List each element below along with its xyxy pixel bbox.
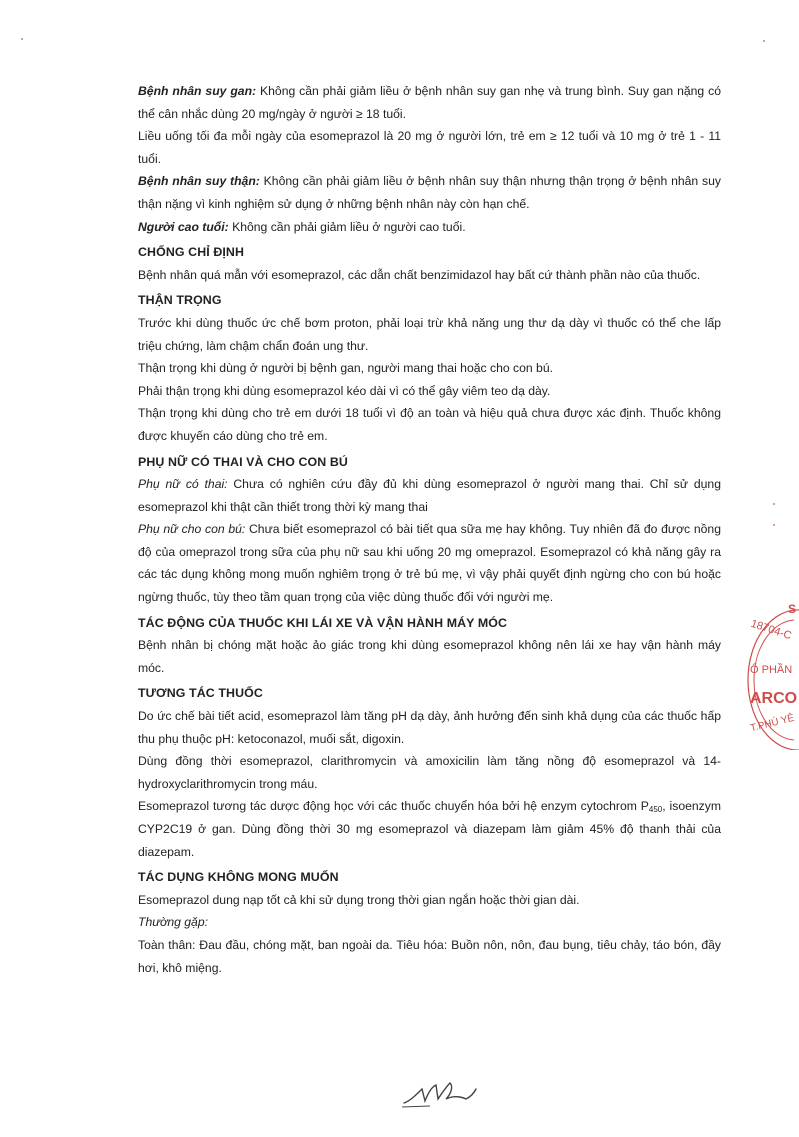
paragraph-lactation xyxy=(138,518,721,608)
paragraph-caution-4: Thận trọng khi dùng cho trẻ em dưới 18 tuổi vì độ an toàn và hiệu quả chưa được xác định. Thuốc không được khuyến cáo dùng cho trẻ em. xyxy=(138,406,721,443)
paragraph-adverse-1: Esomeprazol dung nạp tốt cả khi sử dụng trong thời gian ngắn hoặc thời gian dài. xyxy=(138,892,580,907)
signature xyxy=(400,1075,490,1115)
text-elderly: Không cần phải giảm liều ở người cao tuổi. xyxy=(228,219,466,234)
text-liver: Không cần phải giảm liều ở bệnh nhân suy gan nhẹ và trung bình. Suy gan nặng có thể cân nhắc dùng 20 mg/ngày ở người ≥ 18 tuổi. xyxy=(138,84,722,121)
paragraph-caution-3: Phải thận trọng khi dùng esomeprazol kéo dài vì có thể gây viêm teo dạ dày. xyxy=(138,383,551,398)
heading-precautions: THẬN TRỌNG xyxy=(138,293,222,308)
paragraph-adverse-2: Toàn thân: Đau đầu, chóng mặt, ban ngoài da. Tiêu hóa: Buồn nôn, nôn, đau bụng, tiêu chảy, táo bón, đầy hơi, khô miệng. xyxy=(138,937,721,975)
text-lactation: Chưa biết esomeprazol có bài tiết qua sữa mẹ hay không. Tuy nhiên đã đo được nồng độ của omeprazol trong sữa của phụ nữ sau khi uống 20 mg omeprazol. Esomeprazol có khả năng gây ra các tác dụng không mong muốn nghiêm trọng ở trẻ bú mẹ, vì vậy phải quyết định ngừng cho con bú hoặc ngừng thuốc, tùy theo tầm quan trọng của việc dùng thuốc đối với người mẹ. xyxy=(138,522,721,605)
subscript-450: 450 xyxy=(648,805,663,815)
text-kidney: Không cần phải giảm liều ở bệnh nhân suy thận nhưng thận trọng ở bệnh nhân suy thận nặng vì kinh nghiệm sử dụng ở những bệnh nhân này còn hạn chế. xyxy=(138,174,721,211)
paragraph-interaction-3 xyxy=(138,795,721,863)
paragraph-contraindications: Bệnh nhân quá mẫn với esomeprazol, các dẫn chất benzimidazol hay bất cứ thành phần nào của thuốc. xyxy=(138,267,701,282)
paragraph-max-dose: Liều uống tối đa mỗi ngày của esomeprazol là 20 mg ở người lớn, trẻ em ≥ 12 tuổi và 10 mg ở trẻ 1 - 11 tuổi. xyxy=(138,129,721,166)
paragraph-driving: Bệnh nhân bị chóng mặt hoặc ảo giác trong khi dùng esomeprazol không nên lái xe hay vận hành máy móc. xyxy=(138,638,721,675)
label-pregnancy: Phụ nữ có thai: xyxy=(138,477,228,492)
heading-driving: TÁC ĐỘNG CỦA THUỐC KHI LÁI XE VÀ VẬN HÀNH MÁY MÓC xyxy=(138,615,508,630)
scan-speck xyxy=(21,38,23,40)
heading-adverse-effects: TÁC DỤNG KHÔNG MONG MUỐN xyxy=(138,870,339,885)
stamp-text-3: Ổ PHẦN xyxy=(750,664,793,676)
stamp-text-5: T.PHÚ YÊ xyxy=(749,712,796,735)
scan-speck xyxy=(773,503,775,505)
paragraph-interaction-1: Do ức chế bài tiết acid, esomeprazol làm tăng pH dạ dày, ảnh hưởng đến sinh khả dụng của các thuốc hấp thu phụ thuộc pH: ketoconazol, muối sắt, digoxin. xyxy=(138,709,721,746)
paragraph-kidney xyxy=(138,170,721,215)
heading-pregnancy: PHỤ NỮ CÓ THAI VÀ CHO CON BÚ xyxy=(138,454,348,469)
text-interaction-3a: Esomeprazol tương tác dược động học với các thuốc chuyển hóa bởi hệ enzym cytochrom P xyxy=(138,799,649,814)
label-liver: Bệnh nhân suy gan: xyxy=(138,84,257,98)
paragraph-pregnancy xyxy=(138,473,721,518)
stamp-text-4: ARCO xyxy=(750,690,798,707)
scan-speck xyxy=(773,524,775,526)
paragraph-interaction-2: Dùng đồng thời esomeprazol, clarithromycin và amoxicilin làm tăng nồng độ esomeprazol và 14-hydroxyclarithromycin trong máu. xyxy=(138,754,721,791)
label-common: Thường gặp: xyxy=(138,915,208,930)
scan-speck xyxy=(763,40,765,42)
document-body xyxy=(138,80,721,979)
label-lactation: Phụ nữ cho con bú: xyxy=(138,522,246,537)
text-interaction-3b: , isoenzym CYP2C19 ở gan. Dùng đồng thời 30 mg esomeprazol và diazepam làm giảm 45% độ thanh thải của diazepam. xyxy=(138,799,721,859)
paragraph-liver xyxy=(138,80,721,125)
heading-contraindications: CHỐNG CHỈ ĐỊNH xyxy=(138,245,245,260)
stamp-text-2: 18704-C xyxy=(749,617,794,643)
text-pregnancy: Chưa có nghiên cứu đầy đủ khi dùng esomeprazol ở người mang thai. Chỉ sử dụng esomeprazol khi thật cần thiết trong thời kỳ mang thai xyxy=(138,477,721,514)
label-kidney: Bệnh nhân suy thận: xyxy=(138,174,260,189)
heading-interactions: TƯƠNG TÁC THUỐC xyxy=(138,686,263,701)
paragraph-caution-1: Trước khi dùng thuốc ức chế bơm proton, phải loại trừ khả năng ung thư dạ dày vì thuốc có thể che lấp triệu chứng, làm chậm chẩn đoán ung thư. xyxy=(138,315,721,353)
paragraph-elderly xyxy=(138,216,721,239)
paragraph-caution-2: Thận trọng khi dùng ở người bị bệnh gan, người mang thai hoặc cho con bú. xyxy=(138,361,553,376)
company-stamp xyxy=(738,600,799,750)
label-elderly: Người cao tuổi: xyxy=(138,219,229,234)
stamp-text-1: S xyxy=(788,602,797,616)
